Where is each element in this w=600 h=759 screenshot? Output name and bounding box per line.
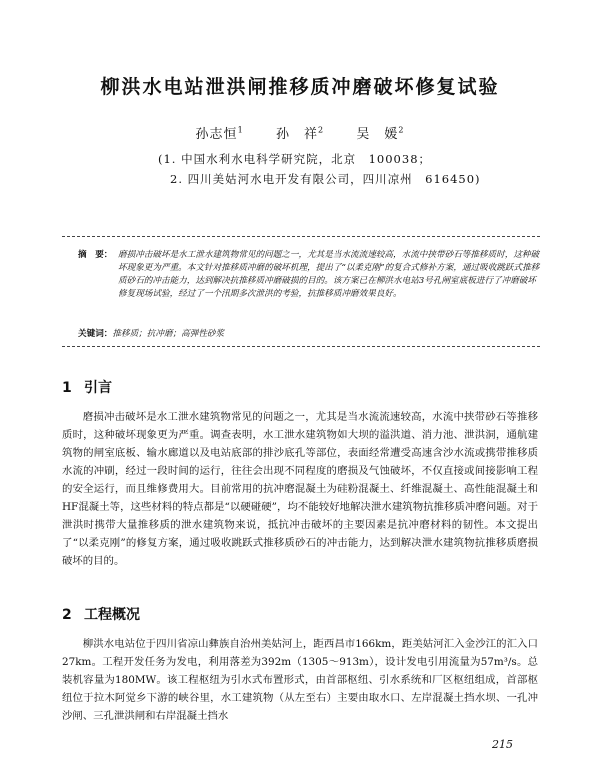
- author-name: 孙 祥: [275, 127, 318, 142]
- section-title: 引言: [84, 380, 112, 396]
- section-divider: [62, 236, 540, 237]
- author-name: 孙志恒: [195, 127, 238, 142]
- section-divider: [62, 346, 540, 347]
- author-name: 吴 媛: [356, 127, 399, 142]
- keywords-text: 推移质；抗冲磨；高弹性砂浆: [112, 329, 225, 339]
- page-number: 215: [492, 738, 513, 751]
- paper-title: 柳洪水电站泄洪闸推移质冲磨破坏修复试验: [100, 76, 500, 98]
- section-heading: [62, 377, 112, 397]
- section-paragraph: 磨损冲击破坏是水工泄水建筑物常见的问题之一，尤其是当水流流速较高，水流中挟带砂石等推移质时，这种破坏现象更为严重。调查表明，水工泄水建筑物如大坝的溢洪道、消力池、泄洪洞，通航建筑物的闸室底板、输水廊道以及电站底部的排沙底孔等部位，表面经常遭受高速含沙水流或携带推移质水流的冲刷，经过一段时间的运行，往往会出现不同程度的磨损及气蚀破坏，不仅直接或间接影响工程的安全运行，而且维修费用大。目前常用的抗冲磨混凝土为硅粉混凝土、纤维混凝土、高性能混凝土和HF混凝土等，这些材料的特点都是“以硬碰硬”，均不能较好地解决泄水建筑物抗推移质冲磨问题。对于泄洪时携带大量推移质的泄水建筑物来说，抵抗冲击破坏的主要因素是抗冲磨材料的韧性。本文提出了“以柔克刚”的修复方案，通过吸收跳跃式推移质砂石的冲击能力，达到解决泄水建筑物抗推移质磨损破坏的目的。: [62, 411, 538, 567]
- keywords-label: 关键词：: [78, 329, 113, 339]
- abstract-text: 磨损冲击破坏是水工泄水建筑物常见的问题之一，尤其是当水流流速较高，水流中挟带砂石等推移质时，这种破坏现象更为严重。本文针对推移质冲磨的破坏机理，提出了“以柔克刚”的复合式修补方案，通过吸收跳跃式推移质砂石的冲击能力，达到解决抗推移质冲磨破损的目的。该方案已在柳洪水电站3号孔闸室底板进行了冲磨破坏修复现场试验，经过了一个汛期多次泄洪的考验，抗推移质冲磨效果良好。: [118, 250, 540, 299]
- keywords-block: [78, 327, 540, 339]
- author-affil-mark: 1: [237, 125, 244, 135]
- author-line: [0, 123, 600, 142]
- section-title: 工程概况: [84, 607, 140, 623]
- section-number: 1: [62, 380, 72, 396]
- section-paragraph: 柳洪水电站位于四川省凉山彝族自治州美姑河上，距西昌市166km，距美姑河汇入金沙江的汇入口27km。工程开发任务为发电，利用落差为392m（1305～913m），设计发电引用流量为57m³/s。总装机容量为180MW。该工程枢纽为引水式布置形式，由首部枢纽、引水系统和厂区枢纽组成，首部枢纽位于拉木阿觉乡下游的峡谷里，水工建筑物（从左至右）主要由取水口、左岸混凝土挡水坝、一孔冲沙闸、三孔泄洪闸和右岸混凝土挡水: [62, 638, 538, 722]
- affiliation-line: 2. 四川美姑河水电开发有限公司，四川凉州 616450): [170, 172, 481, 186]
- abstract-label: 摘 要：: [78, 250, 113, 260]
- section-heading: [62, 604, 140, 624]
- affiliation-line: (1. 中国水利水电科学研究院，北京 100038；: [158, 152, 432, 166]
- author-affil-mark: 2: [398, 125, 405, 135]
- abstract-block: [78, 249, 540, 301]
- author-affil-mark: 2: [317, 125, 325, 135]
- section-number: 2: [62, 607, 72, 623]
